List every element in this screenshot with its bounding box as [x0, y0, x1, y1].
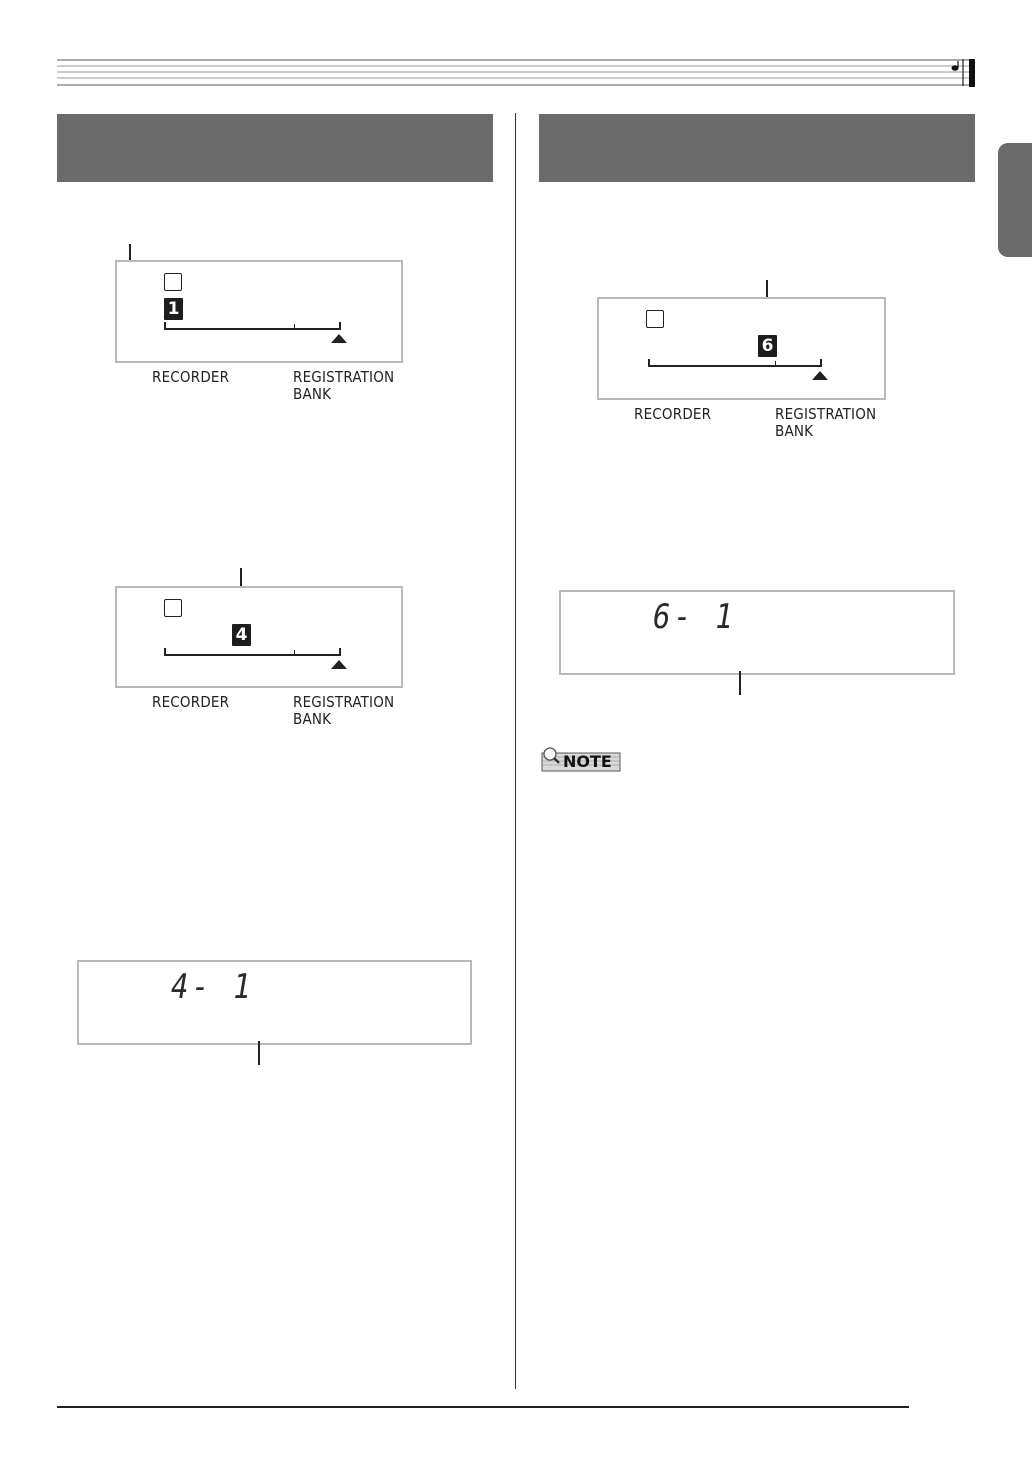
registration-label: REGISTRATION — [293, 368, 395, 386]
recorder-label: RECORDER — [152, 693, 230, 711]
bank-number-indicator: 6 — [758, 335, 777, 357]
registration-label: REGISTRATION — [293, 693, 395, 711]
bank-number-indicator: 4 — [232, 624, 251, 646]
lcd-display — [597, 297, 886, 400]
level-bar — [164, 654, 341, 656]
lcd-display — [559, 590, 955, 675]
callout-leader — [739, 671, 741, 695]
level-bar — [648, 365, 822, 367]
note-badge — [539, 746, 623, 774]
callout-leader — [258, 1041, 260, 1065]
bank-area-readout: 6- 1 — [653, 597, 737, 637]
bank-label: BANK — [293, 710, 332, 728]
left-section-header — [57, 114, 493, 182]
pointer-triangle-icon — [812, 371, 828, 380]
header-staff-lines — [57, 59, 975, 87]
side-index-tab — [998, 143, 1032, 257]
lcd-display — [77, 960, 472, 1045]
bank-label: BANK — [775, 422, 814, 440]
recorder-label: RECORDER — [634, 405, 712, 423]
registration-label: REGISTRATION — [775, 405, 877, 423]
indicator-square — [646, 310, 664, 328]
pointer-triangle-icon — [331, 660, 347, 669]
indicator-square — [164, 599, 182, 617]
level-bar — [164, 328, 341, 330]
lcd-display — [115, 260, 403, 363]
column-divider — [515, 113, 516, 1389]
footer-rule — [57, 1406, 909, 1408]
lcd-display — [115, 586, 403, 688]
bank-label: BANK — [293, 385, 332, 403]
recorder-label: RECORDER — [152, 368, 230, 386]
indicator-square — [164, 273, 182, 291]
pointer-triangle-icon — [331, 334, 347, 343]
bank-number-indicator: 1 — [164, 298, 183, 320]
bank-area-readout: 4- 1 — [171, 967, 255, 1007]
note-label: NOTE — [563, 752, 612, 771]
right-section-header — [539, 114, 975, 182]
